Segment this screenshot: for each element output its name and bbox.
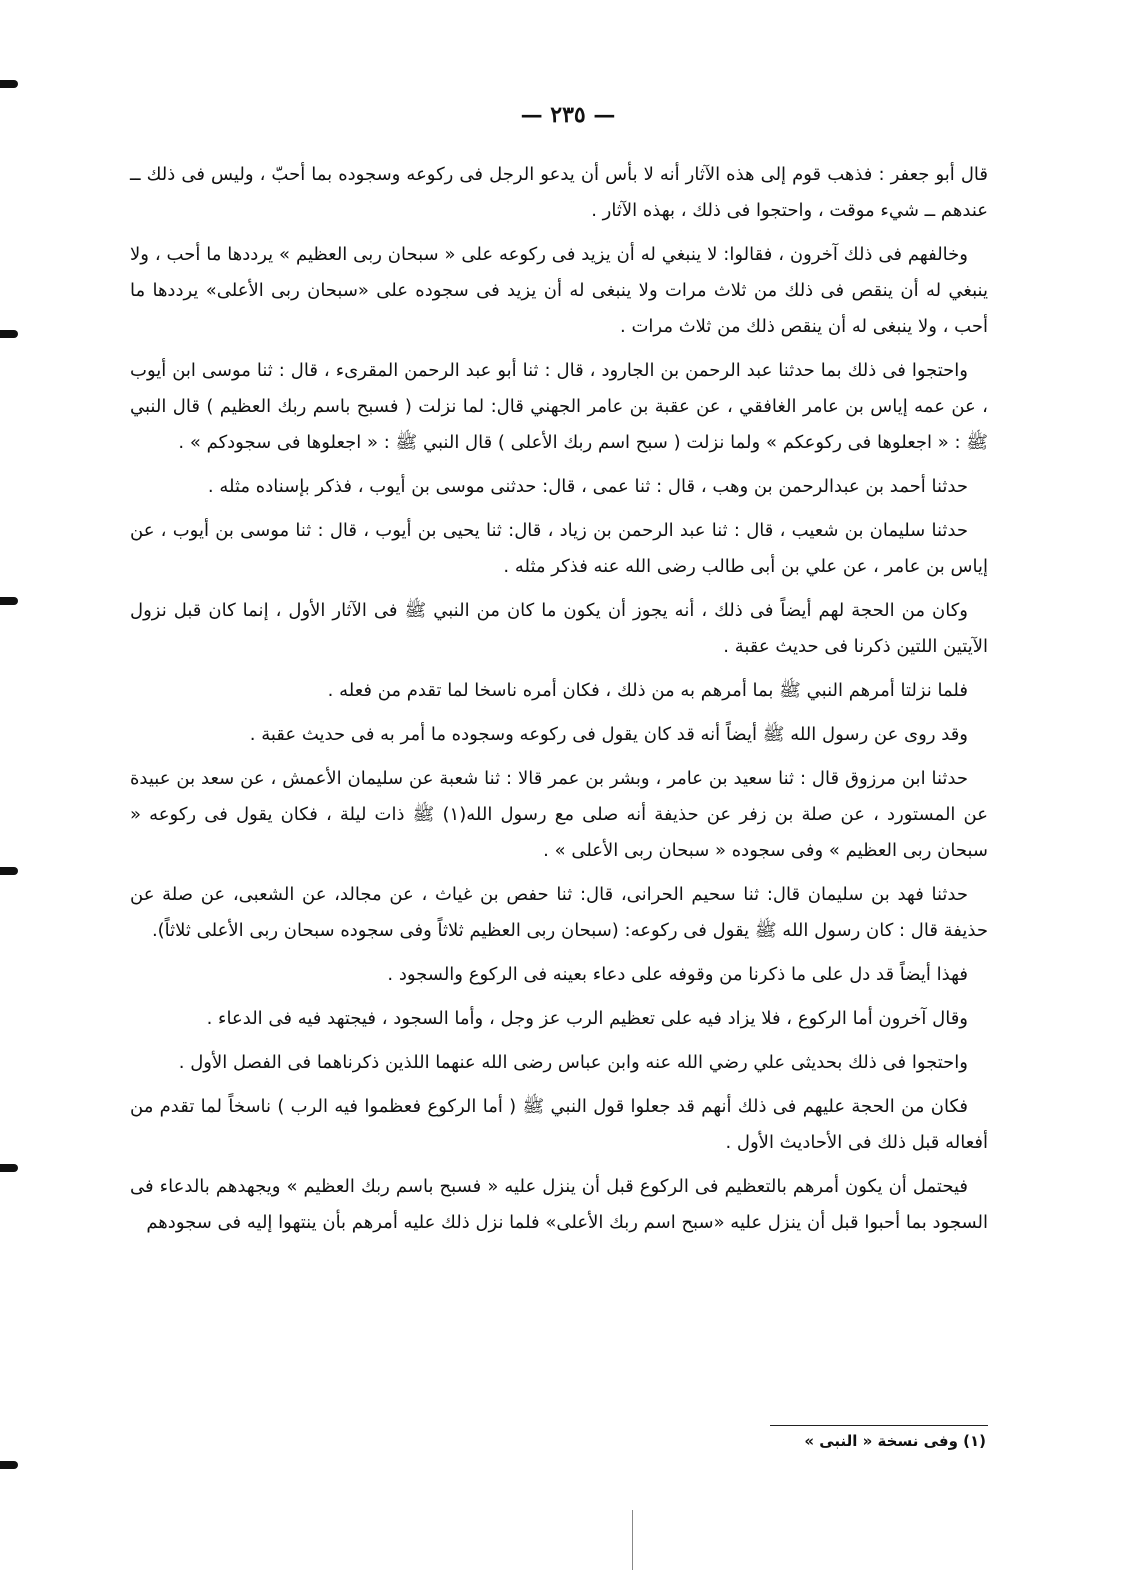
margin-mark [0,597,18,605]
paragraph: حدثنا سليمان بن شعيب ، قال : ثنا عبد الرحمن بن زياد ، قال: ثنا يحيى بن أيوب ، قال : ثنا موسى بن أيوب ، عن إياس بن عامر ، عن علي بن أبى طالب رضى الله عنه فذكر مثله . [130,520,988,577]
margin-mark [0,80,18,88]
paragraph: حدثنا أحمد بن عبدالرحمن بن وهب ، قال : ثنا عمى ، قال: حدثنى موسى بن أيوب ، فذكر بإسناده مثله . [207,476,968,497]
footnote: (١) وفى نسخة « النبى » [804,1432,986,1450]
paragraph: فكان من الحجة عليهم فى ذلك أنهم قد جعلوا قول النبي ﷺ ( أما الركوع فعظموا فيه الرب ) ناسخاً لما تقدم من أفعاله قبل ذلك فى الأحاديث الأول . [130,1096,988,1153]
paragraph: حدثنا فهد بن سليمان قال: ثنا سحيم الحرانى، قال: ثنا حفص بن غياث ، عن مجالد، عن الشعبى، عن صلة عن حذيفة قال : كان رسول الله ﷺ يقول فى ركوعه: (سبحان ربى العظيم ثلاثاً وفى سجوده سبحان ربى الأعلى ثلاثاً). [130,884,988,941]
paragraph: وخالفهم فى ذلك آخرون ، فقالوا: لا ينبغي له أن يزيد فى ركوعه على « سبحان ربى العظيم » يرددها ما أحب ، ولا ينبغي له أن ينقص فى ذلك من ثلاث مرات ولا ينبغى له أن يزيد فى سجوده على «سبحان ربى الأعلى» يرددها ما أحب ، ولا ينبغى له أن ينقص ذلك من ثلاث مرات . [130,244,988,337]
footnote-divider [770,1425,988,1426]
paragraph: وقال آخرون أما الركوع ، فلا يزاد فيه على تعظيم الرب عز وجل ، وأما السجود ، فيجتهد فيه فى الدعاء . [206,1008,968,1029]
paragraph: فيحتمل أن يكون أمرهم بالتعظيم فى الركوع قبل أن ينزل عليه « فسبح باسم ربك العظيم » ويجهدهم بالدعاء فى السجود بما أحبوا قبل أن ينزل عليه «سبح اسم ربك الأعلى» فلما نزل ذلك عليه أمرهم بأن ينتهوا إليه فى سجودهم [130,1176,988,1233]
page-body [130,157,988,1249]
paragraph: واحتجوا فى ذلك بحديثى علي رضي الله عنه وابن عباس رضى الله عنهما اللذين ذكرناهما فى الفصل الأول . [178,1052,968,1073]
paragraph: فهذا أيضاً قد دل على ما ذكرنا من وقوفه على دعاء بعينه فى الركوع والسجود . [387,964,968,985]
paragraph: وكان من الحجة لهم أيضاً فى ذلك ، أنه يجوز أن يكون ما كان من النبي ﷺ فى الآثار الأول ، إنما كان قبل نزول الآيتين اللتين ذكرنا فى حديث عقبة . [130,600,988,657]
margin-mark [0,867,18,875]
margin-mark [0,330,18,338]
paragraph: فلما نزلتا أمرهم النبي ﷺ بما أمرهم به من ذلك ، فكان أمره ناسخا لما تقدم من فعله . [327,680,968,701]
paragraph: حدثنا ابن مرزوق قال : ثنا سعيد بن عامر ، وبشر بن عمر قالا : ثنا شعبة عن سليمان الأعمش ، عن سعد بن عبيدة عن المستورد ، عن صلة بن زفر عن حذيفة أنه صلى مع رسول الله(١) ﷺ ذات ليلة ، فكان يقول فى ركوعه « سبحان ربى العظيم » وفى سجوده « سبحان ربى الأعلى » . [130,768,988,861]
paragraph: وقد روى عن رسول الله ﷺ أيضاً أنه قد كان يقول فى ركوعه وسجوده ما أمر به فى حديث عقبة . [249,724,968,745]
page-number: — ٢٣٥ — [520,102,616,128]
margin-mark [0,1164,18,1172]
paragraph: قال أبو جعفر : فذهب قوم إلى هذه الآثار أنه لا بأس أن يدعو الرجل فى ركوعه وسجوده بما أحبّ ، وليس فى ذلك ــ عندهم ــ شيء موقت ، واحتجوا فى ذلك ، بهذه الآثار . [130,164,988,221]
paragraph: واحتجوا فى ذلك بما حدثنا عبد الرحمن بن الجارود ، قال : ثنا أبو عبد الرحمن المقرىء ، قال : ثنا موسى ابن أيوب ، عن عمه إياس بن عامر الغافقي ، عن عقبة بن عامر الجهني قال: لما نزلت ( فسبح باسم ربك العظيم ) قال النبي ﷺ : « اجعلوها فى ركوعكم » ولما نزلت ( سبح اسم ربك الأعلى ) قال النبي ﷺ : « اجعلوها فى سجودكم » . [130,360,988,453]
gutter-line [632,1510,633,1570]
margin-mark [0,1461,18,1469]
